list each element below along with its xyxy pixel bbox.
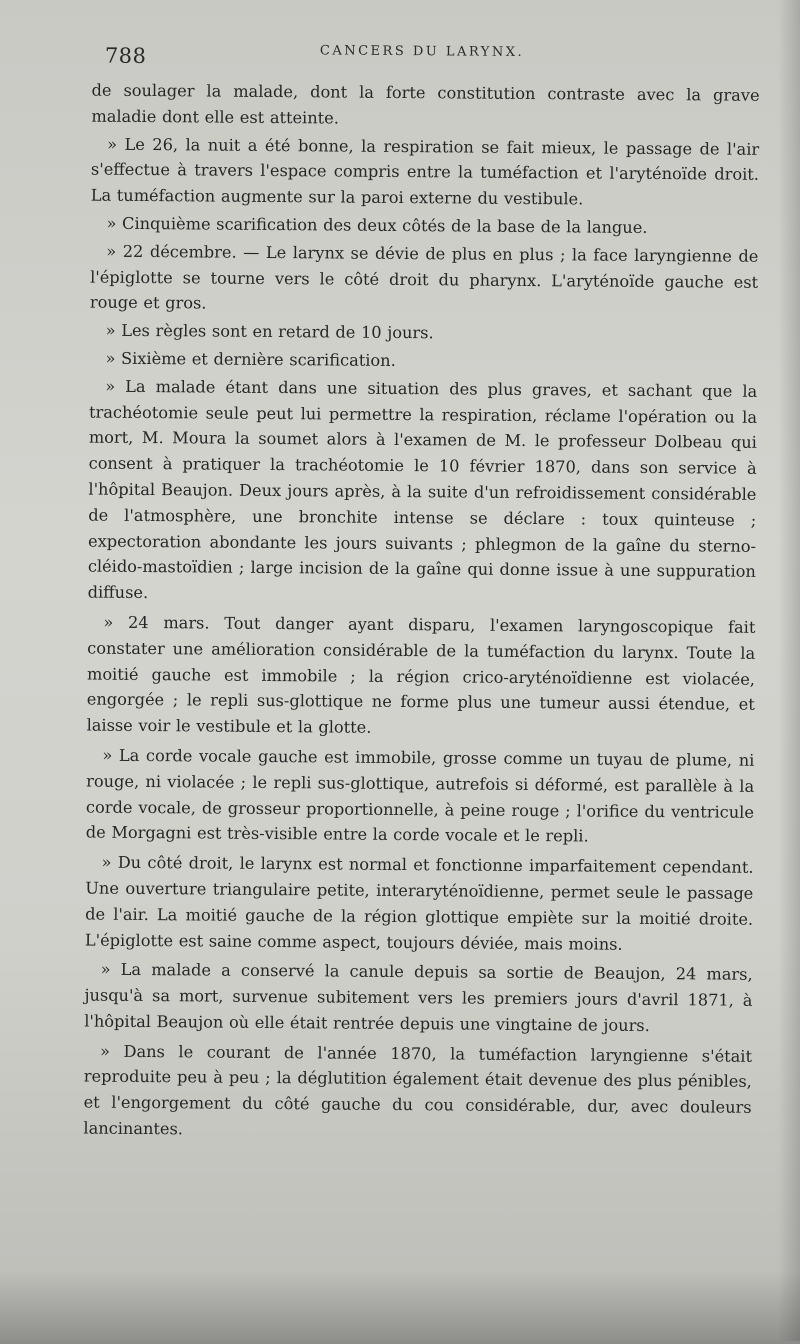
paragraph: de soulager la malade, dont la forte constitution contraste avec la grave maladie dont elle est atteinte. — [91, 80, 760, 128]
paragraph: » La malade a conservé la canule depuis sa sortie de Beaujon, 24 mars, jusqu'à sa mort, survenue subitement vers les premiers jours d'avril 1871, à l'hôpital Beaujon où elle était rentrée depuis une vingtaine de jours. — [84, 959, 753, 1035]
paragraph: » 24 mars. Tout danger ayant disparu, l'examen laryngoscopique fait constater une amélioration considérable de la tuméfaction du larynx. Toute la moitié gauche est immobile ; la région crico-aryténoïdienne est violacée, engorgée ; le repli sus-glottique ne forme plus une tumeur aussi étendue, et laisse voir le vestibule et la glotte. — [86, 612, 756, 737]
page-number: 788 — [104, 43, 147, 69]
paragraph: » La malade étant dans une situation des plus graves, et sachant que la trachéotomie seule peut lui permettre la respiration, réclame l'opération ou la mort, M. Moura la soumet alors à l'examen de M. le professeur Dolbeau qui consent à pratiquer la trachéotomie le 10 février 1870, dans son service à l'hôpital Beaujon. Deux jours après, à la suite d'un refroidissement considérable de l'atmosphère, une bronchite intense se déclare : toux quinteuse ; expectoration abondante les jours suivants ; phlegmon de la gaîne du sterno-cléido-mastoïdien ; large incision de la gaîne qui donne issue à une suppuration diffuse. — [87, 376, 758, 603]
body-text — [83, 78, 759, 1149]
paragraph: » Sixième et dernière scarification. — [105, 348, 396, 370]
paragraph: » Les règles sont en retard de 10 jours. — [105, 320, 434, 343]
paragraph: » Le 26, la nuit a été bonne, la respiration se fait mieux, le passage de l'air s'effectue à travers l'espace compris entre la tuméfaction et l'aryténoïde droit. La tuméfaction augmente sur la paroi externe du vestibule. — [90, 134, 760, 209]
paragraph: » 22 décembre. — Le larynx se dévie de plus en plus ; la face laryngienne de l'épiglotte se tourne vers le côté droit du pharynx. L'aryténoïde gauche est rouge et gros. — [89, 241, 759, 313]
running-head: CANCERS DU LARYNX. — [319, 43, 525, 60]
page-bottom-shadow — [0, 1271, 800, 1341]
paragraph: » Dans le courant de l'année 1870, la tuméfaction laryngienne s'était reproduite peu à peu ; la déglutition également était devenue des plus pénibles, et l'engorgement du côté gauche du cou considérable, dur, avec douleurs lancinantes. — [83, 1041, 753, 1139]
paragraph: » La corde vocale gauche est immobile, grosse comme un tuyau de plume, ni rouge, ni violacée ; le repli sus-glottique, autrefois si déformé, est parallèle à la corde vocale, de grosseur proportionnelle, à peine rouge ; l'orifice du ventricule de Morgagni est très-visible entre la corde vocale et le repli. — [85, 745, 755, 846]
paragraph: » Du côté droit, le larynx est normal et fonctionne imparfaitement cependant. Une ouverture triangulaire petite, interaryténoïdienne, permet seule le passage de l'air. La moitié gauche de la région glottique empiète sur la moitié droite. L'épiglotte est saine comme aspect, toujours déviée, mais moins. — [84, 852, 754, 954]
page-header — [100, 36, 750, 77]
page-edge-shadow — [778, 0, 800, 1341]
paragraph: » Cinquième scarification des deux côtés de la base de la langue. — [106, 213, 648, 237]
